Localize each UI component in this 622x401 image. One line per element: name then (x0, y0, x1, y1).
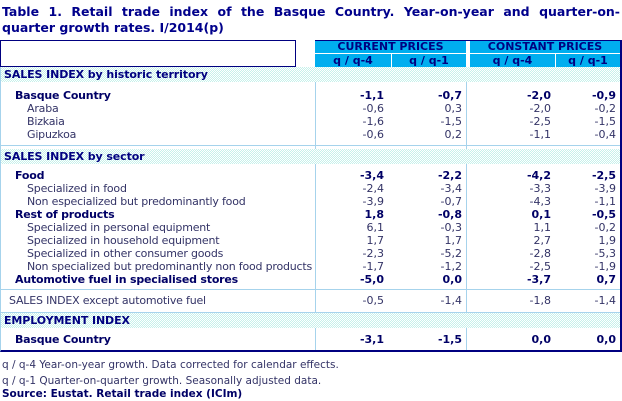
cell-label: Araba (27, 102, 59, 115)
section-row-by-sector: SALES INDEX by sector (1, 149, 620, 164)
cell-label: Bizkaia (27, 115, 65, 128)
footnote-q4: q / q-4 Year-on-year growth. Data corrected for calendar effects. (2, 359, 339, 371)
section-row-historic-territory: SALES INDEX by historic territory (1, 67, 620, 82)
header-col-constant-q1: q / q-1 (555, 54, 620, 67)
cell-value: -3,4 (359, 169, 384, 182)
cell-label: Specialized in other consumer goods (27, 247, 224, 260)
cell-value: -1,6 (362, 115, 384, 128)
header-corner-cell (0, 40, 296, 67)
cell-value: -0,5 (591, 208, 616, 221)
cell-value: -2,2 (437, 169, 462, 182)
cell-value: -3,9 (362, 195, 384, 208)
cell-value: 1,1 (533, 221, 551, 234)
table-row (1, 115, 620, 128)
cell-value: 1,8 (364, 208, 384, 221)
cell-value: -1,1 (594, 195, 616, 208)
header-col-current-q1: q / q-1 (391, 54, 466, 67)
table-row (1, 294, 620, 307)
cell-value: -1,5 (437, 333, 462, 346)
cell-value: -2,0 (526, 89, 551, 102)
header-current-prices: CURRENT PRICES (315, 41, 466, 53)
divider (1, 145, 620, 146)
cell-value: 1,7 (444, 234, 462, 247)
cell-label: Basque Country (15, 89, 111, 102)
table-title (0, 0, 622, 36)
table-row (1, 221, 620, 234)
table-row (1, 208, 620, 221)
cell-value: -2,4 (362, 182, 384, 195)
cell-label: Food (15, 169, 45, 182)
cell-value: -3,3 (529, 182, 551, 195)
cell-label: SALES INDEX except automotive fuel (9, 294, 206, 307)
cell-value: 0,0 (442, 273, 462, 286)
cell-value: -2,8 (529, 247, 551, 260)
cell-value: -3,1 (359, 333, 384, 346)
cell-value: 0,0 (596, 333, 616, 346)
cell-value: -0,6 (362, 128, 384, 141)
table-row (1, 89, 620, 102)
group-by-sector (1, 164, 620, 289)
header-col-constant-q4: q / q-4 (470, 54, 555, 67)
cell-value: 1,7 (366, 234, 384, 247)
cell-value: -0,8 (437, 208, 462, 221)
cell-value: -3,7 (526, 273, 551, 286)
table-header (0, 40, 620, 67)
cell-value: -1,4 (594, 294, 616, 307)
footnotes (0, 352, 622, 400)
table-title-line2: quarter growth rates. I/2014(p) (2, 20, 224, 35)
header-col-current-q4: q / q-4 (315, 54, 391, 67)
group-except-automotive-fuel (1, 290, 620, 310)
cell-value: -4,3 (529, 195, 551, 208)
group-historic-territory (1, 82, 620, 145)
retail-trade-index-table (0, 40, 622, 352)
cell-value: 1,9 (598, 234, 616, 247)
cell-value: -1,2 (440, 260, 462, 273)
table-row (1, 102, 620, 115)
cell-value: -0,7 (440, 195, 462, 208)
divider (1, 289, 620, 290)
cell-value: 0,0 (531, 333, 551, 346)
cell-label: Gipuzkoa (27, 128, 77, 141)
footnote-q1: q / q-1 Quarter-on-quarter growth. Seasonally adjusted data. (2, 375, 322, 387)
cell-value: -0,2 (594, 102, 616, 115)
cell-value: -3,9 (594, 182, 616, 195)
header-spacer (296, 40, 315, 67)
cell-value: -0,4 (594, 128, 616, 141)
cell-label: Rest of products (15, 208, 115, 221)
cell-value: -1,5 (440, 115, 462, 128)
cell-value: -1,1 (359, 89, 384, 102)
table-row (1, 273, 620, 286)
cell-label: Non especialized but predominantly food (27, 195, 246, 208)
header-constant-prices: CONSTANT PRICES (470, 41, 620, 53)
cell-value: -0,6 (362, 102, 384, 115)
cell-value: -1,5 (594, 115, 616, 128)
cell-value: -1,7 (362, 260, 384, 273)
cell-label: Specialized in food (27, 182, 127, 195)
cell-value: -5,3 (594, 247, 616, 260)
cell-value: -2,3 (362, 247, 384, 260)
table-row (1, 128, 620, 141)
cell-value: -2,5 (529, 115, 551, 128)
cell-value: 0,1 (531, 208, 551, 221)
cell-value: -2,5 (591, 169, 616, 182)
cell-label: Basque Country (15, 333, 111, 346)
cell-value: 6,1 (366, 221, 384, 234)
cell-value: -0,9 (591, 89, 616, 102)
cell-value: -0,7 (437, 89, 462, 102)
cell-value: 2,7 (533, 234, 551, 247)
source-note: Source: Eustat. Retail trade index (ICIm) (2, 388, 243, 400)
cell-value: 0,2 (444, 128, 462, 141)
cell-value: -0,3 (440, 221, 462, 234)
table-row (1, 260, 620, 273)
cell-value: -2,0 (529, 102, 551, 115)
cell-value: -1,4 (440, 294, 462, 307)
table-row (1, 169, 620, 182)
cell-label: Automotive fuel in specialised stores (15, 273, 239, 286)
cell-value: 0,3 (444, 102, 462, 115)
group-employment (1, 328, 620, 350)
cell-value: -0,2 (594, 221, 616, 234)
section-row-employment-index: EMPLOYMENT INDEX (1, 313, 620, 328)
cell-value: -2,5 (529, 260, 551, 273)
cell-label: Non specialized but predominantly non food products (27, 260, 313, 273)
cell-value: -4,2 (526, 169, 551, 182)
cell-label: Specialized in household equipment (27, 234, 220, 247)
cell-value: -1,8 (529, 294, 551, 307)
cell-value: -0,5 (362, 294, 384, 307)
cell-value: -1,1 (529, 128, 551, 141)
cell-value: 0,7 (596, 273, 616, 286)
table-body (0, 67, 620, 352)
table-row (1, 234, 620, 247)
cell-value: -1,9 (594, 260, 616, 273)
cell-label: Specialized in personal equipment (27, 221, 211, 234)
cell-value: -5,2 (440, 247, 462, 260)
table-row (1, 195, 620, 208)
table-row (1, 333, 620, 346)
table-title-line1: Table 1. Retail trade index of the Basque Country. Year-on-year and quarter-on- (2, 4, 620, 19)
table-row (1, 247, 620, 260)
cell-value: -5,0 (359, 273, 384, 286)
table-row (1, 182, 620, 195)
cell-value: -3,4 (440, 182, 462, 195)
